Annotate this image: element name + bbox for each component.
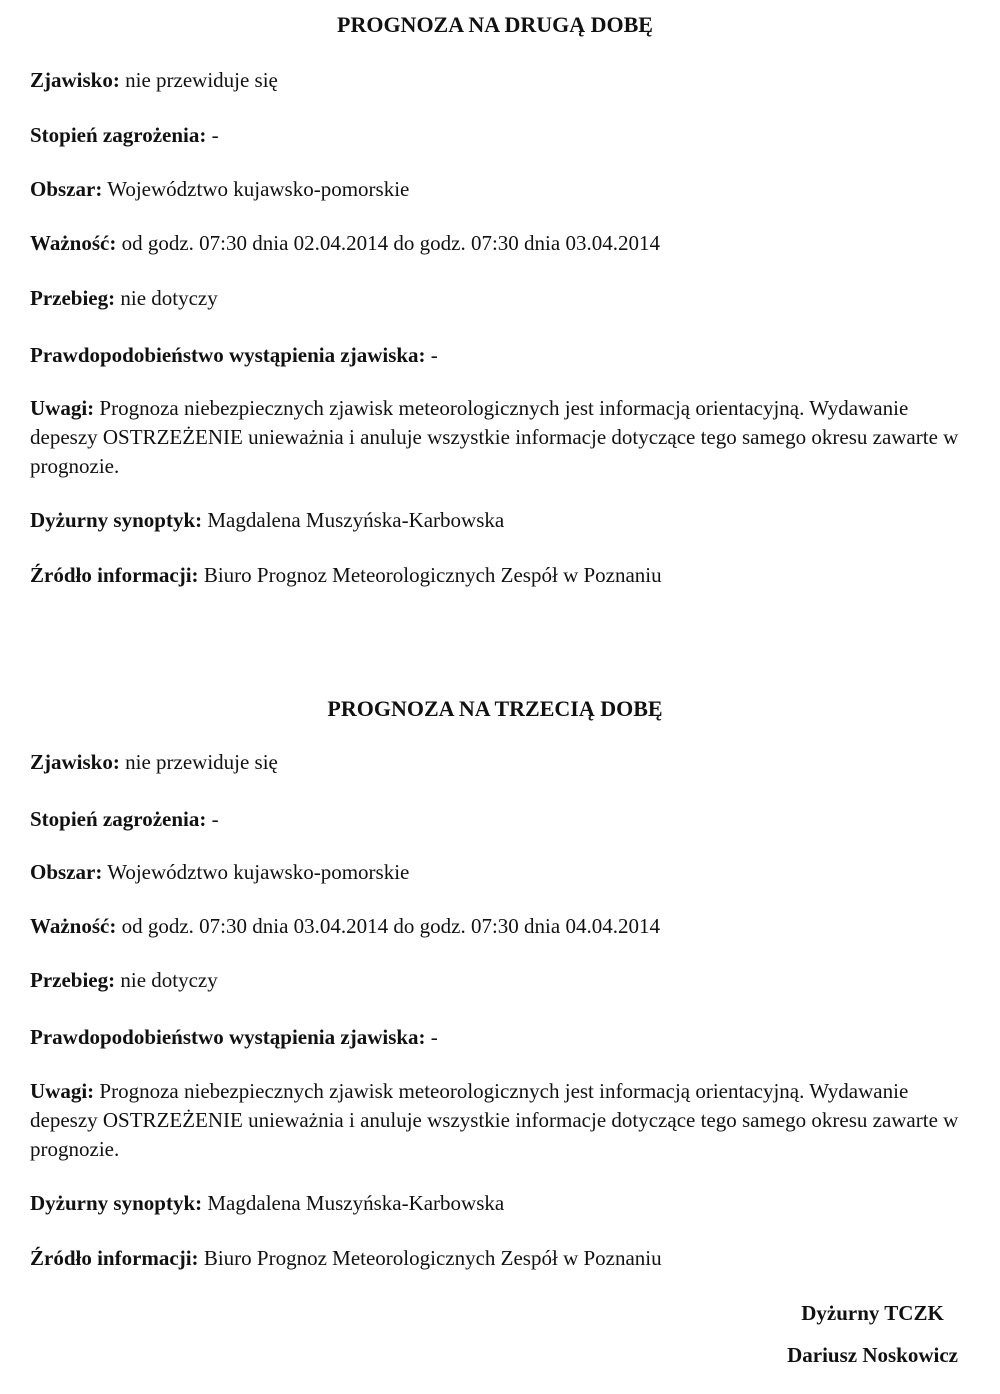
- signature-role: Dyżurny TCZK: [801, 1301, 944, 1325]
- field-label: Źródło informacji:: [30, 1246, 199, 1270]
- field-value: od godz. 07:30 dnia 03.04.2014 do godz. 07:30 dnia 04.04.2014: [121, 914, 660, 938]
- field-label: Dyżurny synoptyk:: [30, 1191, 203, 1215]
- signature-block: [787, 1299, 958, 1370]
- field-przebieg: [30, 966, 218, 995]
- field-value: nie dotyczy: [120, 968, 218, 992]
- field-obszar: [30, 175, 409, 204]
- field-value: nie dotyczy: [120, 286, 218, 310]
- field-label: Przebieg:: [30, 286, 116, 310]
- field-label: Uwagi:: [30, 1079, 95, 1103]
- field-value: -: [211, 123, 219, 147]
- field-label: Ważność:: [30, 231, 117, 255]
- field-value: nie przewiduje się: [125, 68, 278, 92]
- forecast-section-day3: [30, 694, 960, 1284]
- field-label: Ważność:: [30, 914, 117, 938]
- field-label: Dyżurny synoptyk:: [30, 508, 203, 532]
- field-zrodlo: [30, 561, 662, 590]
- field-value: Biuro Prognoz Meteorologicznych Zespół w Poznaniu: [203, 1246, 662, 1270]
- field-label: Zjawisko:: [30, 750, 120, 774]
- field-label: Stopień zagrożenia:: [30, 123, 207, 147]
- field-value: -: [430, 343, 438, 367]
- field-uwagi: [30, 394, 960, 481]
- field-value: Prognoza niebezpiecznych zjawisk meteorologicznych jest informacją orientacyjną. Wydawanie depeszy OSTRZEŻENIE unieważnia i anuluje wszystkie informacje dotyczące tego samego okresu zawarte w prognozie.: [30, 396, 959, 478]
- field-label: Prawdopodobieństwo wystąpienia zjawiska:: [30, 1025, 426, 1049]
- field-value: nie przewiduje się: [125, 750, 278, 774]
- field-label: Źródło informacji:: [30, 563, 199, 587]
- field-value: Województwo kujawsko-pomorskie: [107, 860, 410, 884]
- field-label: Uwagi:: [30, 396, 95, 420]
- field-prawdopodobienstwo: [30, 1023, 438, 1052]
- field-zjawisko: [30, 66, 278, 95]
- field-value: -: [430, 1025, 438, 1049]
- signature-name: Dariusz Noskowicz: [787, 1343, 958, 1367]
- field-value: od godz. 07:30 dnia 02.04.2014 do godz. 07:30 dnia 03.04.2014: [121, 231, 660, 255]
- field-synoptyk: [30, 1189, 504, 1218]
- field-waznosc: [30, 912, 660, 941]
- field-stopien: [30, 805, 219, 834]
- field-stopien: [30, 121, 219, 150]
- field-value: -: [211, 807, 219, 831]
- section-title: PROGNOZA NA TRZECIĄ DOBĘ: [327, 696, 663, 721]
- field-prawdopodobienstwo: [30, 341, 438, 370]
- field-synoptyk: [30, 506, 504, 535]
- field-value: Biuro Prognoz Meteorologicznych Zespół w Poznaniu: [203, 563, 662, 587]
- field-label: Obszar:: [30, 860, 103, 884]
- field-value: Magdalena Muszyńska-Karbowska: [207, 1191, 505, 1215]
- field-uwagi: [30, 1077, 960, 1164]
- field-zjawisko: [30, 748, 278, 777]
- field-value: Magdalena Muszyńska-Karbowska: [207, 508, 505, 532]
- field-label: Zjawisko:: [30, 68, 120, 92]
- field-label: Stopień zagrożenia:: [30, 807, 207, 831]
- field-label: Obszar:: [30, 177, 103, 201]
- field-label: Prawdopodobieństwo wystąpienia zjawiska:: [30, 343, 426, 367]
- field-value: Województwo kujawsko-pomorskie: [107, 177, 410, 201]
- field-waznosc: [30, 229, 660, 258]
- field-zrodlo: [30, 1244, 662, 1273]
- field-label: Przebieg:: [30, 968, 116, 992]
- field-obszar: [30, 858, 409, 887]
- field-przebieg: [30, 284, 218, 313]
- field-value: Prognoza niebezpiecznych zjawisk meteorologicznych jest informacją orientacyjną. Wydawanie depeszy OSTRZEŻENIE unieważnia i anuluje wszystkie informacje dotyczące tego samego okresu zawarte w prognozie.: [30, 1079, 959, 1161]
- forecast-section-day2: [30, 10, 960, 610]
- section-title: PROGNOZA NA DRUGĄ DOBĘ: [337, 12, 653, 37]
